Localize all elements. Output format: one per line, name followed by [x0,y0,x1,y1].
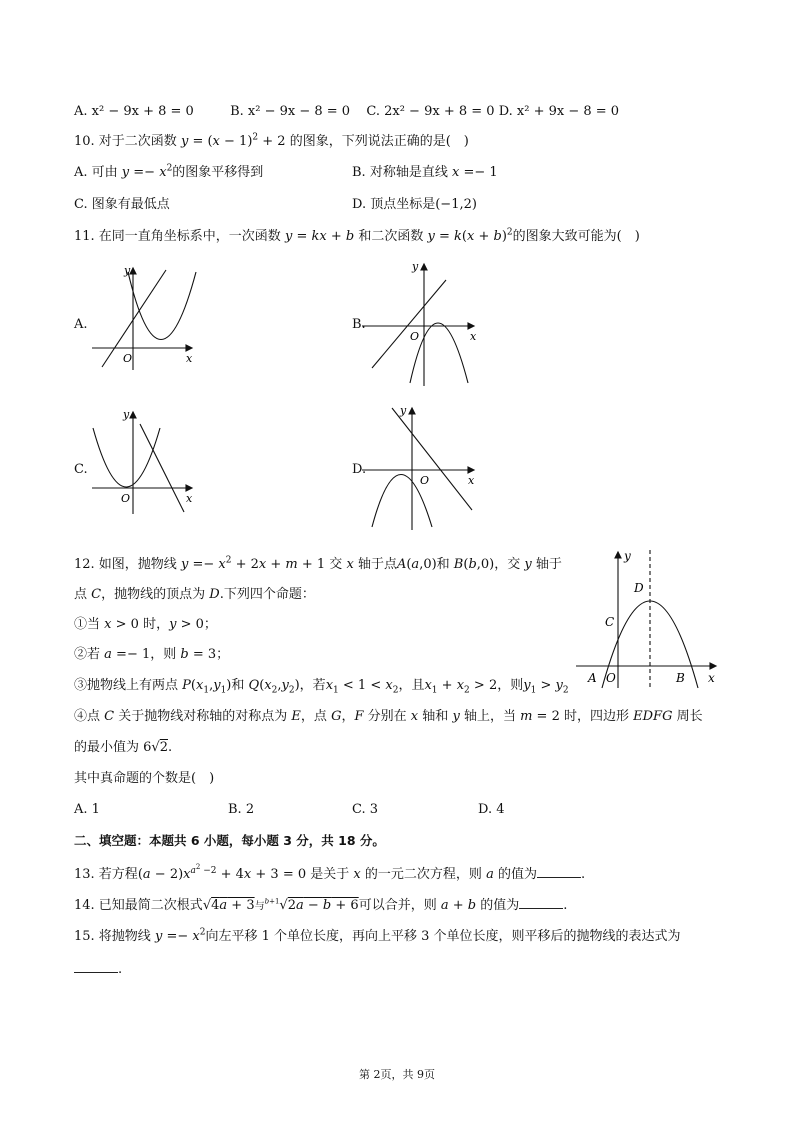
q11-label-a: A. [74,317,88,332]
svg-text:y: y [400,404,407,417]
q10-stem: 10. 对于二次函数 $y = (x - 1)^2 + 2$ 的图象，下列说法正确的是( ) [74,132,469,149]
q12-option-c: C. 3 [352,802,379,817]
q11-graph-a [88,262,198,372]
fig-label-d: D [634,581,644,595]
fig-label-b: B [676,671,685,685]
svg-text:x: x [186,492,193,505]
page-footer: 第 2页，共 9页 [359,1068,435,1081]
q12-proposition-1: ①当 x > 0 时，y > 0； [74,617,217,632]
q13-blank[interactable] [537,865,581,878]
svg-text:y: y [124,264,131,277]
fig-label-o: O [606,671,616,685]
section-heading: 二、填空题：本题共 6 小题，每小题 3 分，共 18 分。 [74,833,385,848]
q12-stem-line1: 12. 如图，抛物线 $y =- x^2 + 2x + m + 1$ 交 x 轴于点A(a,0)和 B(b,0)，交 y 轴于 [74,555,562,572]
svg-text:y: y [123,408,130,421]
svg-text:x: x [468,474,475,487]
q12-proposition-4-cont: 的最小值为 6√2. [74,740,173,755]
q9-options [74,103,619,121]
svg-text:x: x [470,330,477,343]
q11-stem: 11. 在同一直角坐标系中，一次函数 y = kx + b 和二次函数 $y = k(x + b)^2$的图象大致可能为( ) [74,227,640,244]
q14: 14. 已知最简二次根式√4a + 3与$^{b+1}$√2a − b + 6可以合并，则 a + b 的值为 . [74,897,568,913]
q11-graph-d [362,402,482,532]
q9-option-c: C. 2x² − 9x + 8 = 0 [366,104,495,119]
q11-label-b: B. [352,317,366,332]
q12-proposition-4: ④点 C 关于抛物线对称轴的对称点为 E，点 G，F 分别在 x 轴和 y 轴上，当 m = 2 时，四边形 EDFG 周长 [74,709,703,724]
svg-text:O: O [123,352,133,365]
q10-option-b: B. 对称轴是直线 x =− 1 [352,165,498,180]
svg-text:O: O [410,330,420,343]
q12-ask: 其中真命题的个数是( ) [74,771,215,786]
q9-option-b: B. x² − 9x − 8 = 0 [230,104,351,119]
fig-label-y: y [624,549,631,563]
q11-graph-c [88,406,198,516]
q11-label-d: D. [352,462,367,477]
q12-figure [572,546,722,692]
q13: 13. 若方程$(a - 2)x^{a^2 -2} + 4x + 3 = 0$ 是关于 x 的一元二次方程，则 a 的值为 . [74,862,586,882]
q12-proposition-2: ②若 a =− 1，则 b = 3； [74,647,230,662]
q10-option-a: A. 可由 $y =- x^2$的图象平移得到 [74,163,264,180]
fig-label-a: A [588,671,597,685]
q10-option-c: C. 图象有最低点 [74,197,170,212]
q15-blank[interactable] [74,960,118,973]
fig-label-x: x [708,671,715,685]
svg-text:y: y [412,260,419,273]
q12-option-a: A. 1 [74,802,100,817]
q9-option-d: D. x² + 9x − 8 = 0 [498,104,620,119]
q12-option-b: B. 2 [228,802,255,817]
q15: 15. 将抛物线 $y =- x^2$向左平移 1 个单位长度，再向上平移 3 个单位长度，则平移后的抛物线的表达式为 [74,927,681,944]
svg-text:O: O [121,492,131,505]
q11-label-c: C. [74,462,88,477]
q11-graph-b [362,258,482,388]
q14-blank[interactable] [519,896,563,909]
q12-stem-line2: 点 C，抛物线的顶点为 D.下列四个命题： [74,587,315,602]
fig-label-c: C [605,615,615,629]
q12-option-d: D. 4 [478,802,505,817]
q12-proposition-3: ③抛物线上有两点 $P(x_1,y_1)$和 $Q(x_2,y_2)$，若$x_1 < 1 < x_2$，且$x_1 + x_2 > 2$，则$y_1 > y_2$ [74,678,569,696]
q15-blank-line: . [74,960,122,979]
svg-text:x: x [186,352,193,365]
svg-text:O: O [420,474,430,487]
q10-option-d: D. 顶点坐标是(−1,2) [352,197,477,212]
q9-option-a: A. x² − 9x + 8 = 0 [74,104,194,119]
